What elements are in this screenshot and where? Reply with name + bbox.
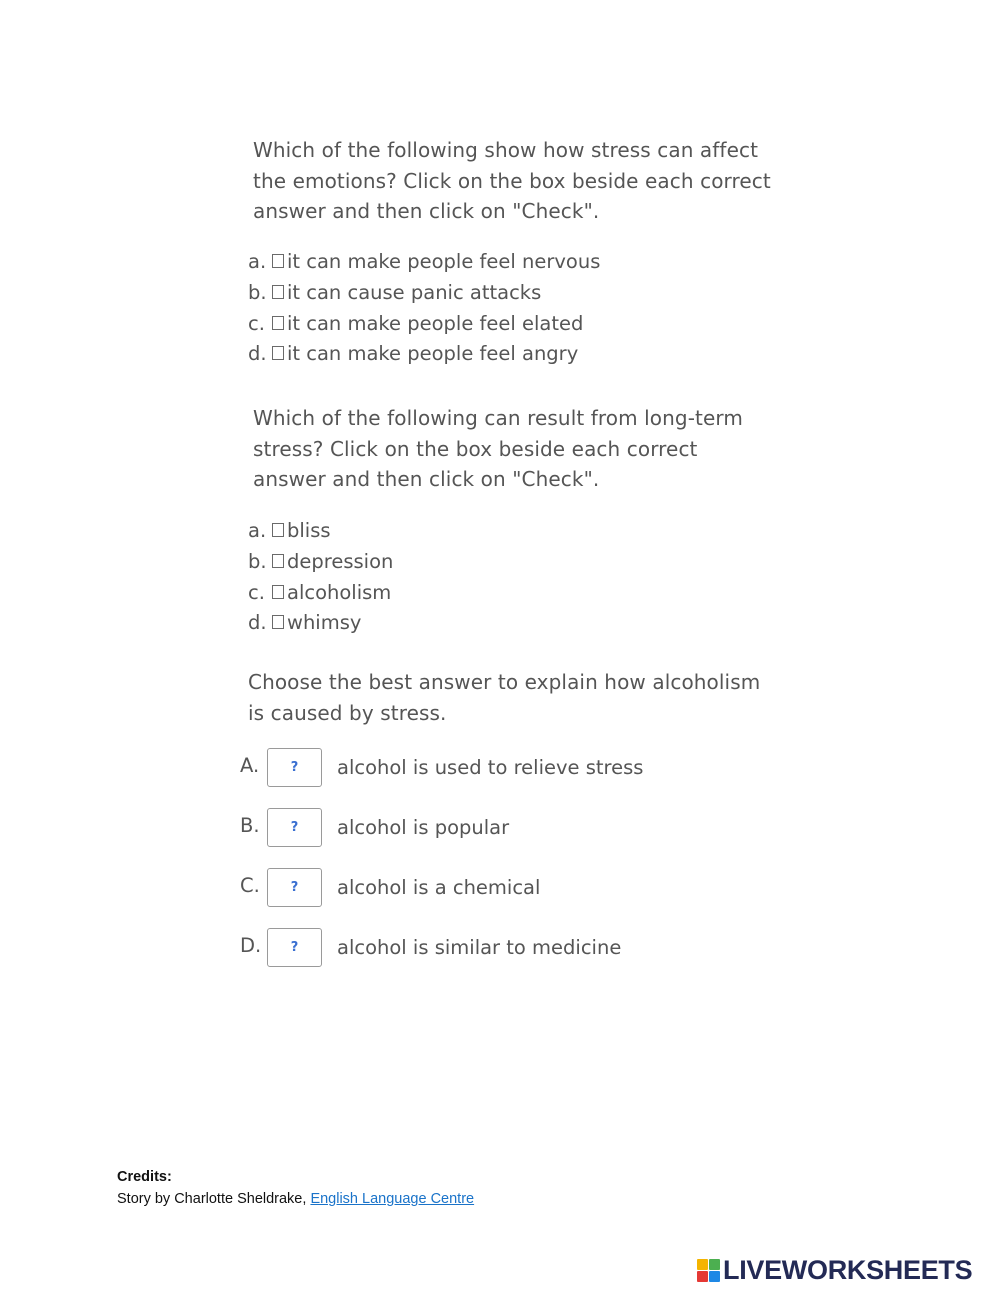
logo-cube-i <box>709 1259 720 1270</box>
option-label: alcohol is popular <box>337 816 510 839</box>
option-label: it can cause panic attacks <box>287 280 542 304</box>
checkbox-icon[interactable] <box>272 285 284 299</box>
question-3-text: Choose the best answer to explain how alcoholism is caused by stress. <box>248 670 761 725</box>
q2-option-a[interactable] <box>248 518 331 542</box>
option-letter: b. <box>248 280 267 304</box>
q3-option-a <box>240 748 740 790</box>
option-letter: a. <box>248 518 267 542</box>
checkbox-icon[interactable] <box>272 615 284 629</box>
option-letter: c. <box>248 311 265 335</box>
q1-option-c[interactable] <box>248 311 583 335</box>
option-letter: d. <box>248 610 267 634</box>
option-letter: b. <box>248 549 267 573</box>
q3-option-b <box>240 808 740 850</box>
answer-box[interactable]: ? <box>267 808 322 847</box>
checkbox-icon[interactable] <box>272 554 284 568</box>
answer-box[interactable]: ? <box>267 928 322 967</box>
q2-option-b[interactable] <box>248 549 393 573</box>
option-letter: D. <box>240 934 262 957</box>
option-letter: B. <box>240 814 260 837</box>
logo-cube-v <box>697 1271 708 1282</box>
checkbox-icon[interactable] <box>272 316 284 330</box>
option-label: it can make people feel nervous <box>287 249 601 273</box>
checkbox-icon[interactable] <box>272 523 284 537</box>
credits-line <box>117 1188 474 1210</box>
english-language-centre-link[interactable]: English Language Centre <box>310 1191 475 1207</box>
logo-cubes-icon <box>697 1259 720 1282</box>
q1-option-d[interactable] <box>248 341 578 365</box>
option-label: it can make people feel angry <box>287 341 579 365</box>
logo-text: LIVEWORKSHEETS <box>723 1254 973 1285</box>
option-label: alcoholism <box>287 580 392 604</box>
option-label: alcohol is similar to medicine <box>337 936 622 959</box>
credits-label: Credits: <box>117 1169 172 1185</box>
option-label: it can make people feel elated <box>287 311 584 335</box>
q3-option-d <box>240 928 740 970</box>
credits <box>117 1166 474 1210</box>
liveworksheets-logo <box>697 1255 972 1285</box>
option-letter: C. <box>240 874 260 897</box>
q3-option-c <box>240 868 740 910</box>
logo-cube-e <box>709 1271 720 1282</box>
logo-cube-l <box>697 1259 708 1270</box>
question-1-text: Which of the following show how stress can affect the emotions? Click on the box beside each correct answer and then click on "Check". <box>253 138 771 223</box>
option-label: alcohol is a chemical <box>337 876 541 899</box>
option-letter: c. <box>248 580 265 604</box>
checkbox-icon[interactable] <box>272 346 284 360</box>
checkbox-icon[interactable] <box>272 254 284 268</box>
q1-option-a[interactable] <box>248 249 600 273</box>
option-label: depression <box>287 549 394 573</box>
answer-box[interactable]: ? <box>267 868 322 907</box>
story-credit: Story by Charlotte Sheldrake, <box>117 1191 311 1207</box>
q2-option-d[interactable] <box>248 610 361 634</box>
question-2-text: Which of the following can result from long-term stress? Click on the box beside each correct answer and then click on "Check". <box>253 406 743 491</box>
option-letter: d. <box>248 341 267 365</box>
option-letter: a. <box>248 249 267 273</box>
q2-option-c[interactable] <box>248 580 391 604</box>
checkbox-icon[interactable] <box>272 585 284 599</box>
option-label: whimsy <box>287 610 362 634</box>
option-label: bliss <box>287 518 331 542</box>
option-label: alcohol is used to relieve stress <box>337 756 644 779</box>
answer-box[interactable]: ? <box>267 748 322 787</box>
q1-option-b[interactable] <box>248 280 541 304</box>
option-letter: A. <box>240 754 260 777</box>
